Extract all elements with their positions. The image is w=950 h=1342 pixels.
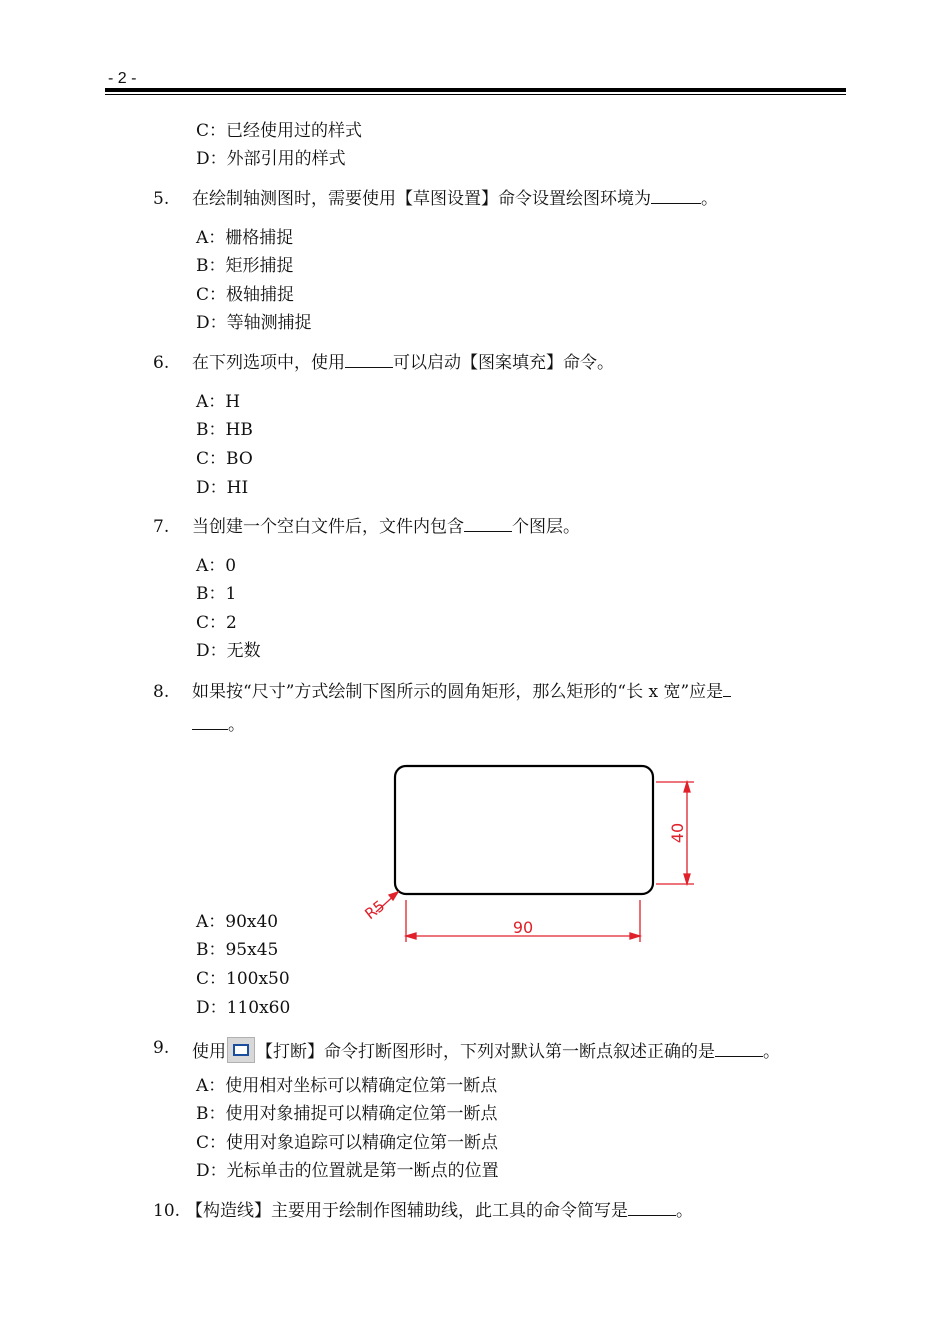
q6-option-b: B：HB [196, 420, 253, 440]
q9-option-c: C：使用对象追踪可以精确定位第一断点 [196, 1133, 499, 1153]
q9-text-after: 。 [763, 1042, 780, 1062]
q8-number: 8. [153, 682, 170, 702]
q6-stem [192, 352, 614, 374]
q7-option-b: B：1 [196, 584, 237, 604]
q7-option-a: A：0 [196, 556, 237, 576]
height-dimension-label: 40 [668, 822, 687, 844]
q6-option-a: A：H [196, 392, 241, 412]
break-tool-icon [227, 1037, 255, 1063]
page-number: - 2 - [108, 70, 137, 87]
q9-answer-blank [715, 1042, 763, 1057]
q8-option-c: C：100x50 [196, 969, 290, 989]
q10-stem [186, 1200, 693, 1222]
q9-text-before: 使用 [192, 1042, 226, 1062]
q6-number: 6. [153, 353, 170, 373]
q8-answer-blank-end [192, 715, 228, 730]
q5-answer-blank [651, 189, 701, 204]
q6-option-c: C：BO [196, 449, 253, 469]
q8-answer-blank-start [723, 682, 731, 697]
q8-stem-line2 [192, 714, 245, 736]
q9-option-a: A：使用相对坐标可以精确定位第一断点 [196, 1076, 498, 1096]
q7-answer-blank [464, 517, 512, 532]
q5-text-after: 。 [701, 189, 718, 209]
q10-answer-blank [628, 1201, 676, 1216]
q9-option-d: D：光标单击的位置就是第一断点的位置 [196, 1161, 499, 1181]
q5-option-b: B：矩形捕捉 [196, 256, 294, 276]
q8-text-after: 。 [228, 715, 245, 735]
q8-option-a: A：90x40 [196, 912, 279, 932]
q7-text-after: 个图层。 [512, 517, 580, 537]
q5-number: 5. [153, 189, 170, 209]
q5-text-before: 在绘制轴测图时，需要使用【草图设置】命令设置绘图环境为 [192, 189, 651, 209]
q5-option-a: A：栅格捕捉 [196, 228, 294, 248]
q10-text-after: 。 [676, 1201, 693, 1221]
q6-text-before: 在下列选项中，使用 [192, 353, 345, 373]
q5-option-c: C：极轴捕捉 [196, 285, 295, 305]
q9-stem [192, 1037, 780, 1063]
q10-text-before: 【构造线】主要用于绘制作图辅助线，此工具的命令简写是 [186, 1201, 628, 1221]
q7-option-c: C：2 [196, 613, 237, 633]
q6-answer-blank [345, 353, 393, 368]
header-rule-thin [105, 94, 846, 95]
rounded-rectangle-figure [340, 750, 710, 950]
q9-text-middle: 【打断】命令打断图形时，下列对默认第一断点叙述正确的是 [256, 1042, 715, 1062]
width-dimension-label: 90 [512, 918, 534, 937]
q8-stem-line1 [192, 681, 731, 703]
header-rule-thick [105, 88, 846, 92]
q7-stem [192, 516, 580, 538]
q6-text-after: 可以启动【图案填充】命令。 [393, 353, 614, 373]
radius-label: R5 [361, 896, 389, 924]
q6-option-d: D：HI [196, 478, 249, 498]
q4-option-d: D：外部引用的样式 [196, 149, 346, 169]
q10-number: 10. [153, 1201, 181, 1221]
q7-option-d: D：无数 [196, 641, 261, 661]
q5-stem [192, 188, 718, 210]
q4-option-c: C：已经使用过的样式 [196, 121, 363, 141]
q7-text-before: 当创建一个空白文件后，文件内包含 [192, 517, 464, 537]
q8-option-d: D：110x60 [196, 998, 291, 1018]
rounded-rectangle-shape [395, 766, 653, 894]
q9-option-b: B：使用对象捕捉可以精确定位第一断点 [196, 1104, 498, 1124]
q8-text-line1: 如果按“尺寸”方式绘制下图所示的圆角矩形，那么矩形的“长 x 宽”应是 [192, 682, 724, 702]
q8-option-b: B：95x45 [196, 940, 279, 960]
q5-option-d: D：等轴测捕捉 [196, 313, 312, 333]
q9-number: 9. [153, 1038, 170, 1058]
q7-number: 7. [153, 517, 170, 537]
